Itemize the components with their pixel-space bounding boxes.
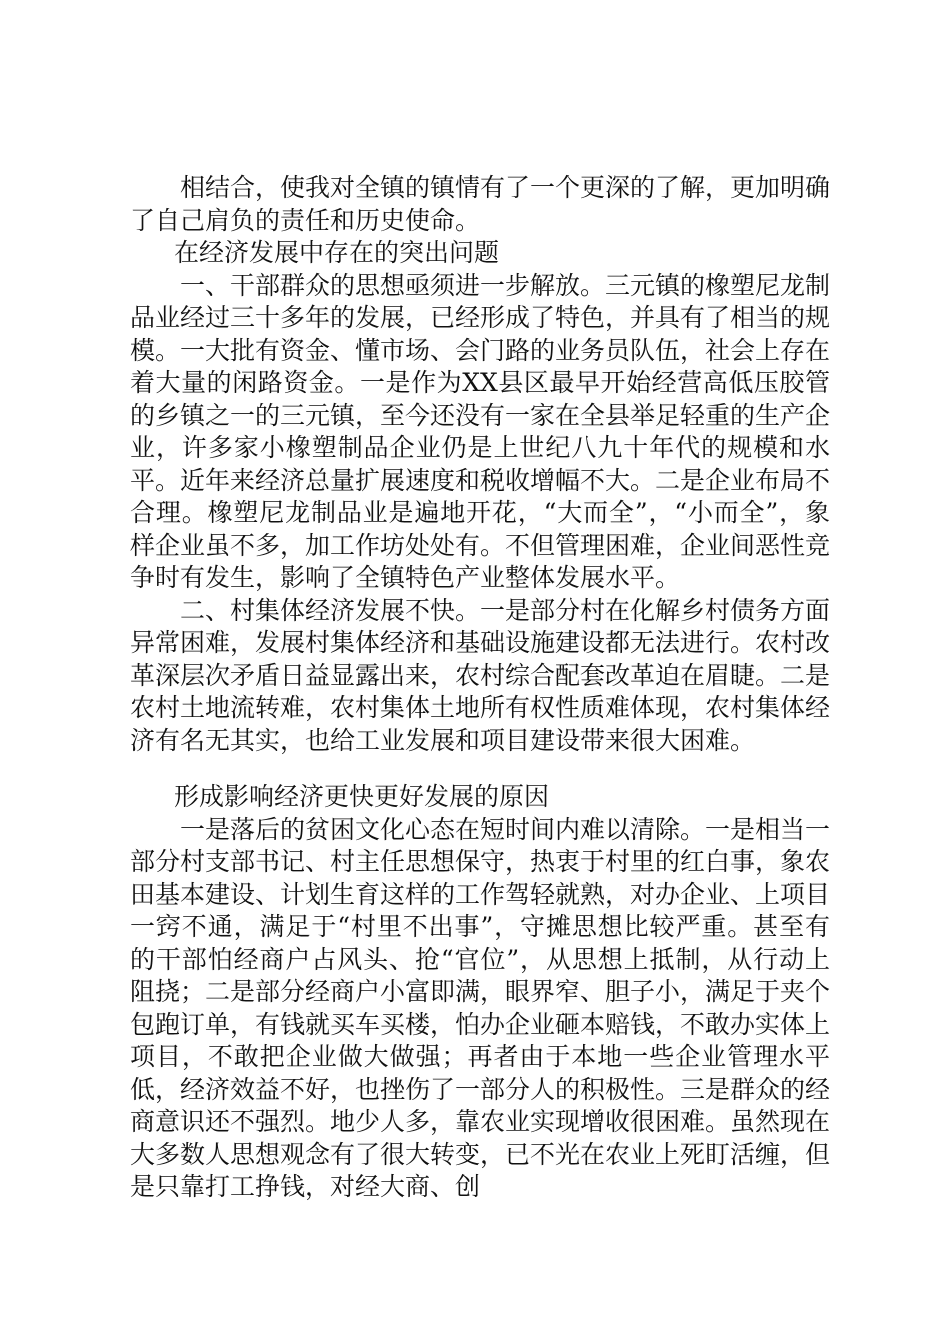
cause-paragraph-1: 一是落后的贫困文化心态在短时间内难以清除。一是相当一部分村支部书记、村主任思想保守，热衷于村里的红白事，象农田基本建设、计划生育这样的工作驾轻就熟，对办企业、上项目一窍不通，满足于“村里不出事”，守摊思想比较严重。甚至有的干部怕经商户占风头、抢“官位”，从思想上抵制，从行动上阻挠；二是部分经商户小富即满，眼界窄、胆子小，满足于夹个包跑订单，有钱就买车买楼，怕办企业砸本赔钱，不敢办实体上项目，不敢把企业做大做强；再者由于本地一些企业管理水平低，经济效益不好，也挫伤了一部分人的积极性。三是群众的经商意识还不强烈。地少人多，靠农业实现增收很困难。虽然现在大多数人思想观念有了很大转变，已不光在农业上死盯活缠，但是只靠打工挣钱，对经大商、创 [130,814,831,1201]
section-heading-problems: 在经济发展中存在的突出问题 [174,238,500,267]
document-page [130,172,830,1204]
section-heading-causes: 形成影响经济更快更好发展的原因 [174,782,550,811]
problem-paragraph-1: 一、干部群众的思想亟须进一步解放。三元镇的橡塑尼龙制品业经过三十多年的发展，已经形成了特色，并具有了相当的规模。一大批有资金、懂市场、会门路的业务员队伍，社会上存在着大量的闲路资金。一是作为XX县区最早开始经营高低压胶管的乡镇之一的三元镇，至今还没有一家在全县举足轻重的生产企业，许多家小橡塑制品企业仍是上世纪八九十年代的规模和水平。近年来经济总量扩展速度和税收增幅不大。二是企业布局不合理。橡塑尼龙制品业是遍地开花，“大而全”，“小而全”，象样企业虽不多，加工作坊处处有。不但管理困难，企业间恶性竞争时有发生，影响了全镇特色产业整体发展水平。 [130,270,831,592]
paragraph-gap [130,757,830,781]
problem-paragraph-2: 二、村集体经济发展不快。一是部分村在化解乡村债务方面异常困难，发展村集体经济和基础设施建设都无法进行。农村改革深层次矛盾日益显露出来，农村综合配套改革迫在眉睫。二是农村土地流转难，农村集体土地所有权性质难体现，农村集体经济有名无其实，也给工业发展和项目建设带来很大困难。 [130,595,831,755]
intro-paragraph: 相结合，使我对全镇的镇情有了一个更深的了解，更加明确了自己肩负的责任和历史使命。 [130,173,831,235]
